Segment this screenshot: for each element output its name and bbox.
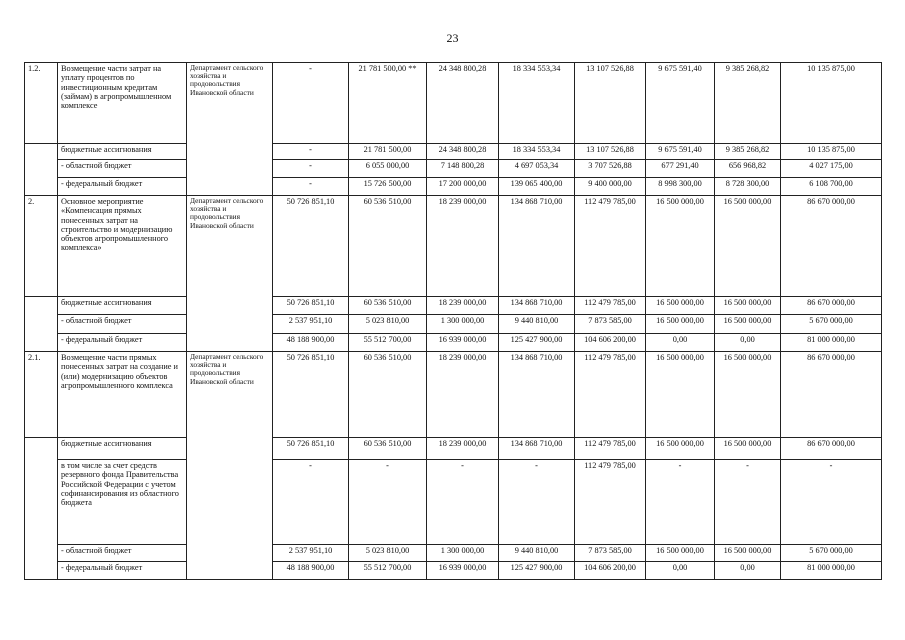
- value-cell: 60 536 510,00: [349, 352, 427, 438]
- value-cell: 50 726 851,10: [273, 196, 349, 297]
- value-cell: 6 108 700,00: [781, 178, 882, 196]
- row-executor: Департамент сельского хозяйства и продовольствия Ивановской области: [187, 196, 273, 352]
- value-cell: 2 537 951,10: [273, 545, 349, 562]
- value-cell: 21 781 500,00: [349, 144, 427, 160]
- value-cell: 16 939 000,00: [427, 334, 499, 352]
- value-cell: 9 400 000,00: [575, 178, 646, 196]
- value-cell: 6 055 000,00: [349, 160, 427, 178]
- value-cell: 3 707 526,88: [575, 160, 646, 178]
- value-cell: 9 675 591,40: [646, 63, 715, 144]
- value-cell: 16 500 000,00: [715, 352, 781, 438]
- value-cell: 16 500 000,00: [715, 297, 781, 315]
- value-cell: 86 670 000,00: [781, 196, 882, 297]
- value-cell: 13 107 526,88: [575, 144, 646, 160]
- value-cell: 5 670 000,00: [781, 545, 882, 562]
- value-cell: 104 606 200,00: [575, 334, 646, 352]
- value-cell: 134 868 710,00: [499, 297, 575, 315]
- value-cell: 10 135 875,00: [781, 63, 882, 144]
- value-cell: 125 427 900,00: [499, 562, 575, 580]
- value-cell: 86 670 000,00: [781, 438, 882, 460]
- value-cell: 18 334 553,34: [499, 144, 575, 160]
- value-cell: 112 479 785,00: [575, 352, 646, 438]
- value-cell: 81 000 000,00: [781, 334, 882, 352]
- value-cell: 7 148 800,28: [427, 160, 499, 178]
- row-index-empty: [25, 297, 58, 352]
- table-row: [25, 545, 882, 562]
- value-cell: 8 998 300,00: [646, 178, 715, 196]
- value-cell: -: [715, 460, 781, 545]
- row-index: 2.: [25, 196, 58, 297]
- value-cell: 8 728 300,00: [715, 178, 781, 196]
- table-row: [25, 160, 882, 178]
- value-cell: 112 479 785,00: [575, 438, 646, 460]
- page-number: 23: [446, 31, 459, 45]
- value-cell: 18 334 553,34: [499, 63, 575, 144]
- value-cell: 7 873 585,00: [575, 315, 646, 334]
- table-row: [25, 178, 882, 196]
- value-cell: 16 500 000,00: [646, 315, 715, 334]
- value-cell: 134 868 710,00: [499, 196, 575, 297]
- value-cell: 16 500 000,00: [715, 438, 781, 460]
- value-cell: 5 670 000,00: [781, 315, 882, 334]
- value-cell: 86 670 000,00: [781, 297, 882, 315]
- row-name: - областной бюджет: [58, 545, 187, 562]
- row-name: бюджетные ассигнования: [58, 297, 187, 315]
- value-cell: 50 726 851,10: [273, 297, 349, 315]
- value-cell: 21 781 500,00 **: [349, 63, 427, 144]
- value-cell: -: [427, 460, 499, 545]
- value-cell: 18 239 000,00: [427, 196, 499, 297]
- value-cell: -: [273, 460, 349, 545]
- row-name: - областной бюджет: [58, 315, 187, 334]
- value-cell: 125 427 900,00: [499, 334, 575, 352]
- row-name: - федеральный бюджет: [58, 178, 187, 196]
- value-cell: -: [499, 460, 575, 545]
- row-name: в том числе за счет средств резервного фонда Правительства Российской Федерации с учетом софинансирования из областного бюджета: [58, 460, 187, 545]
- value-cell: 48 188 900,00: [273, 334, 349, 352]
- value-cell: -: [646, 460, 715, 545]
- table-row: [25, 460, 882, 545]
- value-cell: 24 348 800,28: [427, 144, 499, 160]
- row-name: Возмещение части затрат на уплату процентов по инвестиционным кредитам (займам) в агропромышленном комплексе: [58, 63, 187, 144]
- value-cell: 17 200 000,00: [427, 178, 499, 196]
- value-cell: -: [273, 144, 349, 160]
- value-cell: 2 537 951,10: [273, 315, 349, 334]
- row-name: бюджетные ассигнования: [58, 144, 187, 160]
- value-cell: 16 500 000,00: [646, 438, 715, 460]
- row-name: Возмещение части прямых понесенных затрат на создание и (или) модернизацию объектов агропромышленного комплекса: [58, 352, 187, 438]
- value-cell: 9 440 810,00: [499, 545, 575, 562]
- value-cell: 656 968,82: [715, 160, 781, 178]
- row-name: - федеральный бюджет: [58, 334, 187, 352]
- row-index-empty: [25, 438, 58, 580]
- value-cell: 112 479 785,00: [575, 196, 646, 297]
- value-cell: 15 726 500,00: [349, 178, 427, 196]
- value-cell: 134 868 710,00: [499, 438, 575, 460]
- table-row: [25, 297, 882, 315]
- value-cell: 50 726 851,10: [273, 438, 349, 460]
- value-cell: 1 300 000,00: [427, 545, 499, 562]
- value-cell: 5 023 810,00: [349, 315, 427, 334]
- value-cell: 4 697 053,34: [499, 160, 575, 178]
- row-executor: Департамент сельского хозяйства и продовольствия Ивановской области: [187, 63, 273, 196]
- value-cell: 81 000 000,00: [781, 562, 882, 580]
- value-cell: 104 606 200,00: [575, 562, 646, 580]
- value-cell: 139 065 400,00: [499, 178, 575, 196]
- row-name: - федеральный бюджет: [58, 562, 187, 580]
- value-cell: -: [781, 460, 882, 545]
- row-index: 2.1.: [25, 352, 58, 438]
- value-cell: 86 670 000,00: [781, 352, 882, 438]
- value-cell: -: [273, 160, 349, 178]
- value-cell: 50 726 851,10: [273, 352, 349, 438]
- value-cell: 48 188 900,00: [273, 562, 349, 580]
- value-cell: 7 873 585,00: [575, 545, 646, 562]
- value-cell: 24 348 800,28: [427, 63, 499, 144]
- value-cell: 134 868 710,00: [499, 352, 575, 438]
- table-row: [25, 63, 882, 144]
- table-row: [25, 334, 882, 352]
- value-cell: 9 675 591,40: [646, 144, 715, 160]
- table-row: [25, 352, 882, 438]
- value-cell: 9 440 810,00: [499, 315, 575, 334]
- row-name: бюджетные ассигнования: [58, 438, 187, 460]
- value-cell: 4 027 175,00: [781, 160, 882, 178]
- value-cell: 55 512 700,00: [349, 334, 427, 352]
- value-cell: 10 135 875,00: [781, 144, 882, 160]
- value-cell: 1 300 000,00: [427, 315, 499, 334]
- value-cell: 0,00: [646, 334, 715, 352]
- table-row: [25, 562, 882, 580]
- value-cell: -: [273, 178, 349, 196]
- row-executor: Департамент сельского хозяйства и продовольствия Ивановской области: [187, 352, 273, 580]
- value-cell: 16 500 000,00: [646, 545, 715, 562]
- value-cell: 0,00: [715, 334, 781, 352]
- value-cell: -: [273, 63, 349, 144]
- table-row: [25, 438, 882, 460]
- value-cell: 16 500 000,00: [715, 315, 781, 334]
- value-cell: 9 385 268,82: [715, 63, 781, 144]
- value-cell: 16 500 000,00: [646, 352, 715, 438]
- table-row: [25, 144, 882, 160]
- value-cell: 16 500 000,00: [715, 545, 781, 562]
- value-cell: 55 512 700,00: [349, 562, 427, 580]
- value-cell: 9 385 268,82: [715, 144, 781, 160]
- value-cell: 5 023 810,00: [349, 545, 427, 562]
- value-cell: 18 239 000,00: [427, 438, 499, 460]
- row-index: 1.2.: [25, 63, 58, 144]
- value-cell: 60 536 510,00: [349, 438, 427, 460]
- value-cell: 16 500 000,00: [646, 196, 715, 297]
- value-cell: 18 239 000,00: [427, 297, 499, 315]
- value-cell: 13 107 526,88: [575, 63, 646, 144]
- value-cell: 677 291,40: [646, 160, 715, 178]
- value-cell: 112 479 785,00: [575, 297, 646, 315]
- row-index-empty: [25, 144, 58, 196]
- table-row: [25, 315, 882, 334]
- value-cell: 60 536 510,00: [349, 196, 427, 297]
- value-cell: 0,00: [646, 562, 715, 580]
- row-name: - областной бюджет: [58, 160, 187, 178]
- value-cell: 60 536 510,00: [349, 297, 427, 315]
- table-body: [25, 63, 882, 580]
- value-cell: 16 500 000,00: [646, 297, 715, 315]
- value-cell: 112 479 785,00: [575, 460, 646, 545]
- value-cell: 16 500 000,00: [715, 196, 781, 297]
- row-name: Основное мероприятие «Компенсация прямых понесенных затрат на строительство и модернизацию объектов агропромышленного комплекса»: [58, 196, 187, 297]
- value-cell: 16 939 000,00: [427, 562, 499, 580]
- table-row: [25, 196, 882, 297]
- budget-table: [24, 62, 882, 580]
- value-cell: 0,00: [715, 562, 781, 580]
- value-cell: -: [349, 460, 427, 545]
- value-cell: 18 239 000,00: [427, 352, 499, 438]
